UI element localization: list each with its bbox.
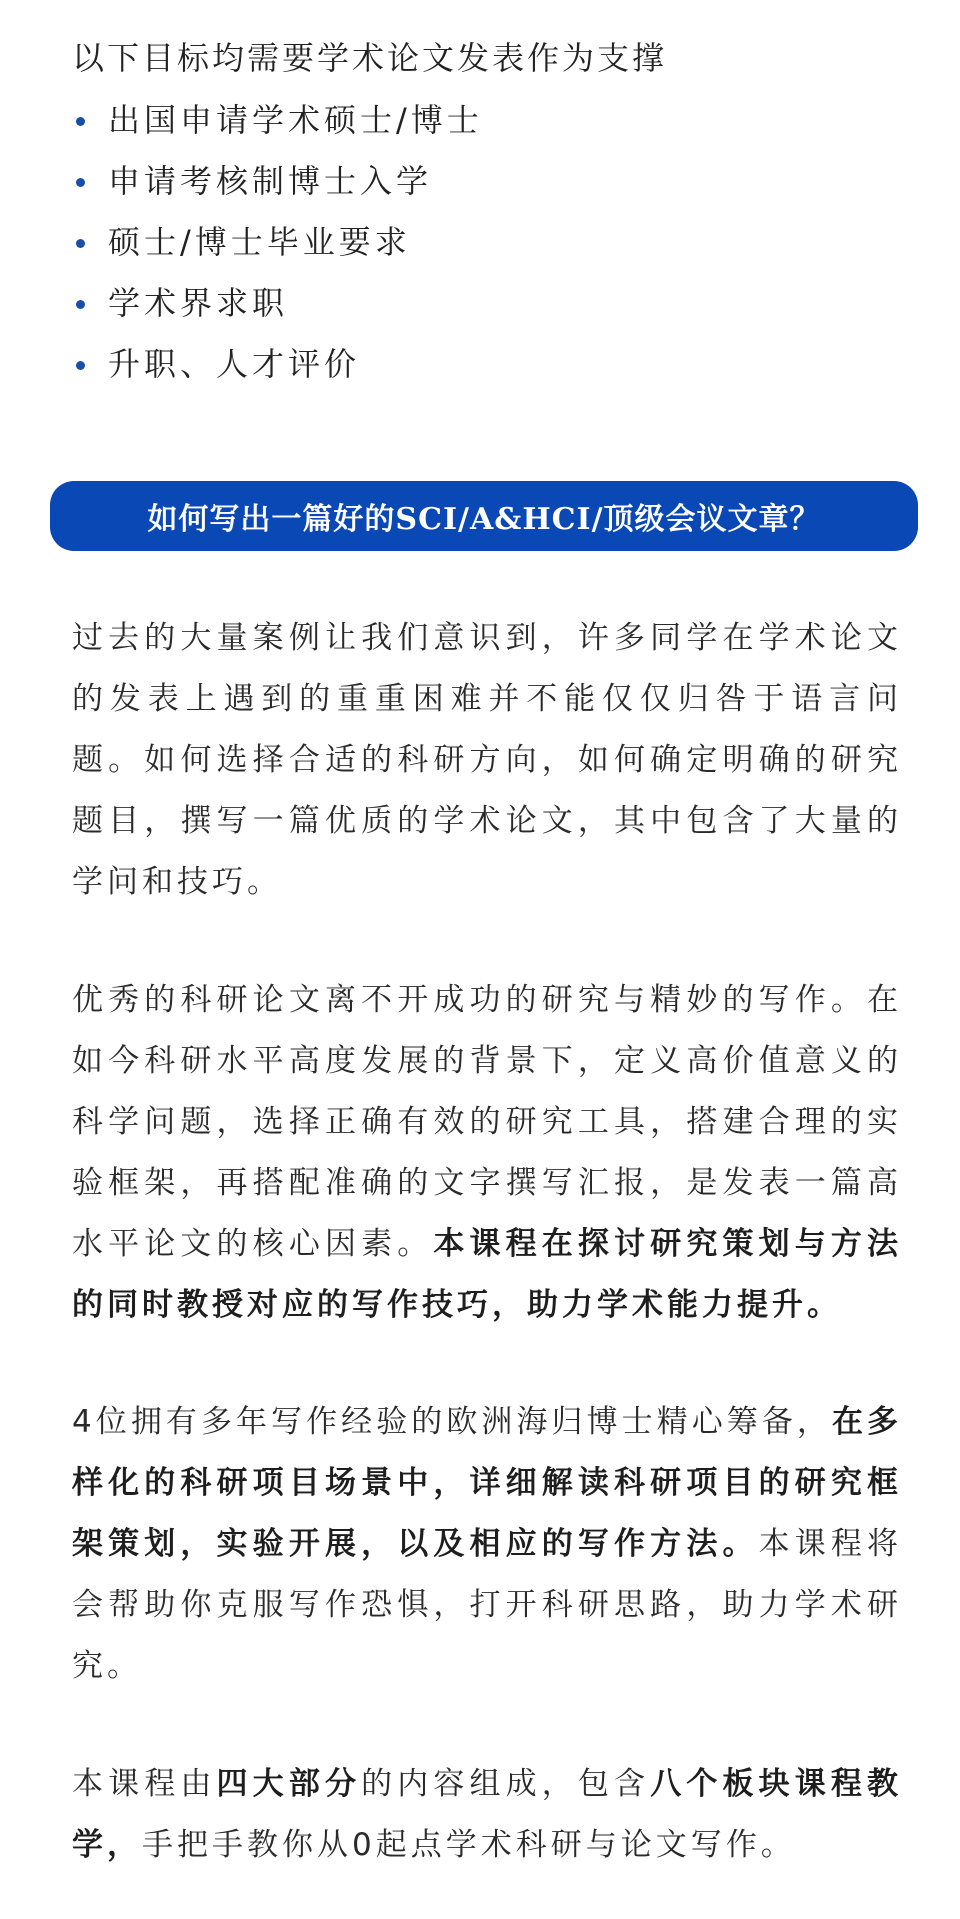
list-item [72,157,483,218]
list-item [72,340,483,401]
list-item [72,96,483,157]
paragraph-emphasis: 在多样化的科研项目场景中，详细解读科研项目的研究框架策划，实验开展，以及相应的写作方法。 [72,1404,902,1562]
paragraph-emphasis: 本课程在探讨研究策划与方法的同时教授对应的写作技巧，助力学术能力提升。 [72,1226,903,1323]
paragraph-emphasis: 八个板块课程教学， [72,1766,903,1863]
paragraph-structure [72,1754,902,1876]
paragraph-text: 手把手教你从0起点学术科研与论文写作。 [142,1827,796,1863]
paragraph-text: 优秀的科研论文离不开成功的研究与精妙的写作。在如今科研水平高度发展的背景下，定义高价值意义的科学问题，选择正确有效的研究工具，搭建合理的实验框架，再搭配准确的文字撰写汇报，是发表一篇高水平论文的核心因素。 [72,982,902,1262]
list-item-text: 学术界求职 [108,284,289,322]
intro-text: 以下目标均需要学术论文发表作为支撑 [72,39,668,77]
list-item-text: 申请考核制博士入学 [108,162,433,200]
paragraph-text: 的内容组成，包含 [361,1766,651,1802]
list-item-text: 升职、人才评价 [108,345,361,383]
paragraph-research [72,970,902,1336]
paragraph-text: 本课程将会帮助你克服写作恐惧，打开科研思路，助力学术研究。 [72,1526,903,1684]
bullet-dot-icon [76,117,85,126]
paragraph-text: 过去的大量案例让我们意识到，许多同学在学术论文的发表上遇到的重重困难并不能仅仅归咎于语言问题。如何选择合适的科研方向，如何确定明确的研究题目，撰写一篇优质的学术论文，其中包含了大量的学问和技巧。 [72,620,902,900]
paragraph-teachers [72,1392,902,1697]
list-item [72,218,483,279]
bullet-dot-icon [76,239,85,248]
banner-title: 如何写出一篇好的SCI/A&HCI/顶级会议文章？ [147,502,821,537]
bullet-dot-icon [76,361,85,370]
paragraph-text: 4位拥有多年写作经验的欧洲海归博士精心筹备， [72,1404,832,1440]
goal-list [72,96,483,401]
bullet-dot-icon [76,178,85,187]
section-banner [50,481,918,551]
paragraph-text: 本课程由 [72,1766,217,1802]
paragraph-emphasis: 四大部分 [216,1766,362,1802]
list-item-text: 硕士/博士毕业要求 [108,223,411,261]
list-item-text: 出国申请学术硕士/博士 [108,101,483,139]
paragraph-cases [72,608,902,913]
list-item [72,279,483,340]
bullet-dot-icon [76,300,85,309]
